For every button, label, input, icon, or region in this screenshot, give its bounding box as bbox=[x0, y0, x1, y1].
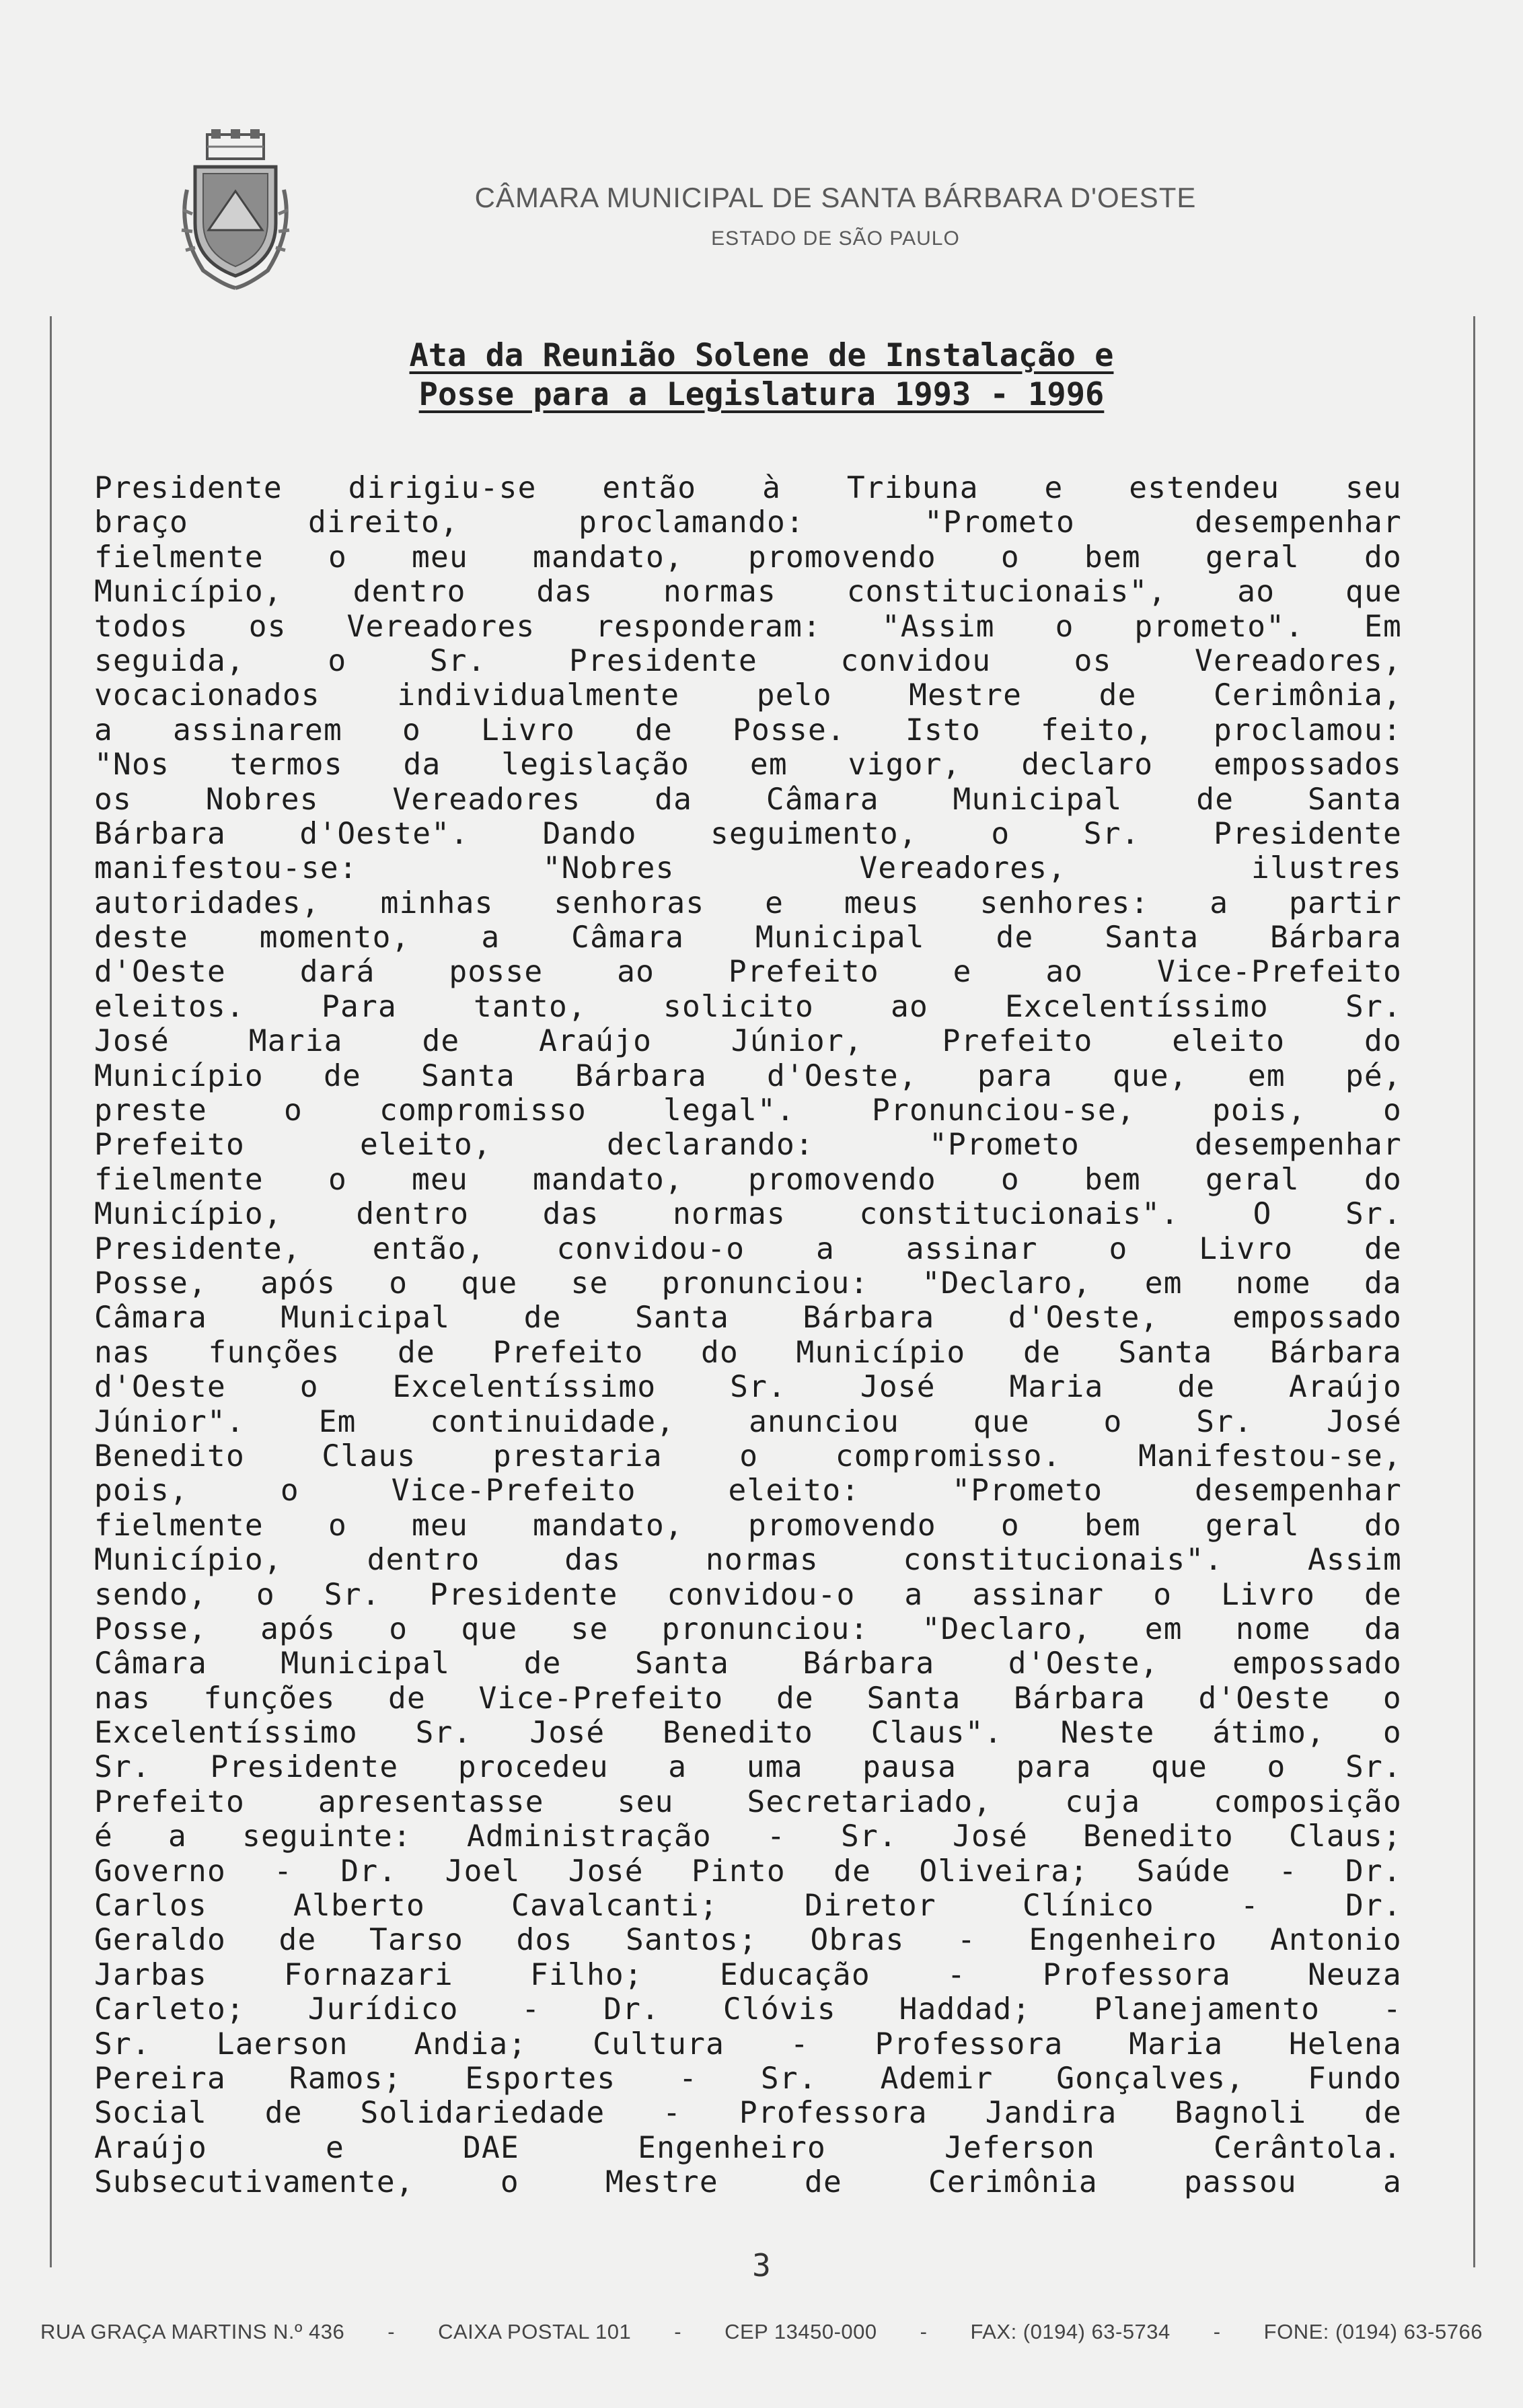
text-line: Benedito Claus prestaria o compromisso. Manifestou-se, bbox=[94, 1438, 1402, 1473]
text-line: Município, dentro das normas constitucionais", ao que bbox=[94, 575, 1402, 610]
text-line: a assinarem o Livro de Posse. Isto feito, proclamou: bbox=[94, 713, 1402, 747]
text-line: Júnior". Em continuidade, anunciou que o Sr. José bbox=[94, 1404, 1402, 1439]
text-line: Araújo e DAE Engenheiro Jeferson Cerântola. bbox=[94, 2130, 1402, 2165]
text-line: Carlos Alberto Cavalcanti; Diretor Clínico - Dr. bbox=[94, 1889, 1402, 1924]
text-line: Sr. Presidente procedeu a uma pausa para que o Sr. bbox=[94, 1750, 1402, 1785]
text-line: nas funções de Vice-Prefeito de Santa Bárbara d'Oeste o bbox=[94, 1681, 1402, 1716]
text-line: autoridades, minhas senhoras e meus senhores: a partir bbox=[94, 885, 1402, 920]
footer-street: RUA GRAÇA MARTINS N.º 436 bbox=[40, 2320, 345, 2343]
title-line-2: Posse para a Legislatura 1993 - 1996 bbox=[418, 376, 1105, 413]
text-line: todos os Vereadores responderam: "Assim o prometo". Em bbox=[94, 609, 1402, 644]
text-line: seguida, o Sr. Presidente convidou os Vereadores, bbox=[94, 643, 1402, 678]
text-line: fielmente o meu mandato, promovendo o bem geral do bbox=[94, 1508, 1402, 1543]
footer-separator: - bbox=[1213, 2320, 1221, 2343]
text-line: Subsecutivamente, o Mestre de Cerimônia passou a bbox=[94, 2165, 1402, 2200]
text-line: preste o compromisso legal". Pronunciou-se, pois, o bbox=[94, 1093, 1402, 1128]
text-line: Sr. Laerson Andia; Cultura - Professora Maria Helena bbox=[94, 2027, 1402, 2062]
text-line: d'Oeste o Excelentíssimo Sr. José Maria de Araújo bbox=[94, 1370, 1402, 1405]
text-line: braço direito, proclamando: "Prometo desempenhar bbox=[94, 505, 1402, 540]
text-line: Posse, após o que se pronunciou: "Declaro, em nome da bbox=[94, 1266, 1402, 1301]
text-line: Município, dentro das normas constitucionais". Assim bbox=[94, 1543, 1402, 1578]
title-line-1: Ata da Reunião Solene de Instalação e bbox=[409, 337, 1114, 374]
text-line: é a seguinte: Administração - Sr. José Benedito Claus; bbox=[94, 1819, 1402, 1854]
organization-state: ESTADO DE SÃO PAULO bbox=[711, 227, 960, 250]
text-line: Jarbas Fornazari Filho; Educação - Professora Neuza bbox=[94, 1957, 1402, 1992]
footer-address bbox=[40, 2320, 1483, 2344]
text-line: fielmente o meu mandato, promovendo o bem geral do bbox=[94, 540, 1402, 575]
text-line: Governo - Dr. Joel José Pinto de Oliveira; Saúde - Dr. bbox=[94, 1854, 1402, 1889]
left-margin-rule bbox=[50, 316, 52, 2267]
text-line: Geraldo de Tarso dos Santos; Obras - Engenheiro Antonio bbox=[94, 1923, 1402, 1958]
text-line: nas funções de Prefeito do Município de Santa Bárbara bbox=[94, 1335, 1402, 1370]
document-title bbox=[0, 336, 1523, 414]
footer-po-box: CAIXA POSTAL 101 bbox=[438, 2320, 632, 2343]
text-line: Pereira Ramos; Esportes - Sr. Ademir Gonçalves, Fundo bbox=[94, 2061, 1402, 2096]
organization-name: CÂMARA MUNICIPAL DE SANTA BÁRBARA D'OESTE bbox=[474, 182, 1197, 213]
text-line: José Maria de Araújo Júnior, Prefeito eleito do bbox=[94, 1024, 1402, 1059]
text-line: Prefeito apresentasse seu Secretariado, cuja composição bbox=[94, 1784, 1402, 1819]
text-line: eleitos. Para tanto, solicito ao Excelentíssimo Sr. bbox=[94, 989, 1402, 1024]
text-line: os Nobres Vereadores da Câmara Municipal de Santa bbox=[94, 782, 1402, 817]
text-line: Câmara Municipal de Santa Bárbara d'Oeste, empossado bbox=[94, 1301, 1402, 1336]
text-line: Excelentíssimo Sr. José Benedito Claus". Neste átimo, o bbox=[94, 1716, 1402, 1751]
footer-cep: CEP 13450-000 bbox=[725, 2320, 877, 2343]
text-line: Bárbara d'Oeste". Dando seguimento, o Sr. Presidente bbox=[94, 816, 1402, 851]
text-line: Carleto; Jurídico - Dr. Clóvis Haddad; Planejamento - bbox=[94, 1992, 1402, 2027]
text-line: pois, o Vice-Prefeito eleito: "Prometo desempenhar bbox=[94, 1473, 1402, 1508]
right-margin-rule bbox=[1473, 316, 1475, 2267]
text-line: Posse, após o que se pronunciou: "Declaro, em nome da bbox=[94, 1611, 1402, 1646]
text-line: Município, dentro das normas constitucionais". O Sr. bbox=[94, 1197, 1402, 1232]
text-line: Câmara Municipal de Santa Bárbara d'Oeste, empossado bbox=[94, 1646, 1402, 1681]
text-line: Presidente dirigiu-se então à Tribuna e estendeu seu bbox=[94, 471, 1402, 505]
text-line: manifestou-se: "Nobres Vereadores, ilustres bbox=[94, 851, 1402, 886]
text-line: Município de Santa Bárbara d'Oeste, para que, em pé, bbox=[94, 1058, 1402, 1093]
page-number: 3 bbox=[752, 2247, 771, 2284]
text-line: vocacionados individualmente pelo Mestre de Cerimônia, bbox=[94, 678, 1402, 713]
text-line: "Nos termos da legislação em vigor, declaro empossados bbox=[94, 747, 1402, 782]
text-line: Presidente, então, convidou-o a assinar o Livro de bbox=[94, 1231, 1402, 1266]
text-line: deste momento, a Câmara Municipal de Santa Bárbara bbox=[94, 920, 1402, 955]
text-line: fielmente o meu mandato, promovendo o bem geral do bbox=[94, 1162, 1402, 1197]
text-line: Prefeito eleito, declarando: "Prometo desempenhar bbox=[94, 1128, 1402, 1163]
minutes-body-text bbox=[94, 471, 1402, 2200]
text-line: Social de Solidariedade - Professora Jandira Bagnoli de bbox=[94, 2096, 1402, 2131]
footer-phone: FONE: (0194) 63-5766 bbox=[1263, 2320, 1483, 2343]
footer-separator: - bbox=[387, 2320, 396, 2343]
text-line: d'Oeste dará posse ao Prefeito e ao Vice-Prefeito bbox=[94, 955, 1402, 990]
text-line: sendo, o Sr. Presidente convidou-o a assinar o Livro de bbox=[94, 1577, 1402, 1612]
footer-separator: - bbox=[920, 2320, 928, 2343]
footer-separator: - bbox=[674, 2320, 682, 2343]
footer-fax: FAX: (0194) 63-5734 bbox=[970, 2320, 1171, 2343]
